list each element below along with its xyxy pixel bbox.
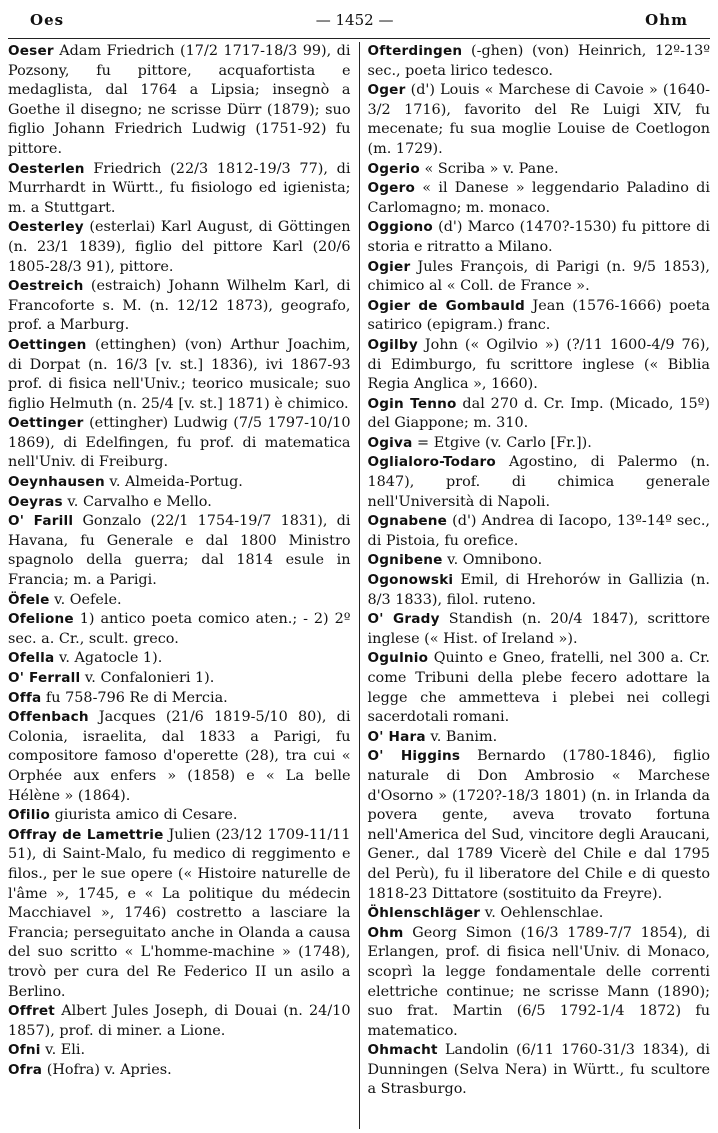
dictionary-entry: [8, 1061, 351, 1081]
entry-text: 1) antico poeta comico aten.; - 2) 2º sec. a. Cr., scult. greco.: [8, 611, 351, 647]
entry-headword: Ogonowski: [367, 572, 454, 589]
entry-text: v. Oehlenschlae.: [480, 905, 604, 922]
dictionary-entry: [368, 551, 711, 571]
entry-text: Jacques (21/6 1819-5/10 80), di Colonia, israelita, dal 1833 a Parigi, fu compositore famoso d'operette (28), tra cui « Orphée aux enfers » (1858) e « La belle Hélène » (1864).: [8, 709, 351, 804]
entry-headword: Ogier de Gombauld: [367, 297, 525, 314]
entry-text: (-ghen) (von) Heinrich, 12º-13º sec., poeta lirico tedesco.: [367, 43, 710, 79]
entry-text: (d') Marco (1470?-1530) fu pittore di storia e ritratto a Milano.: [367, 219, 710, 255]
entry-text: dal 270 d. Cr. Imp. (Micado, 15º) del Giappone; m. 310.: [367, 395, 710, 432]
entry-text: (d') Andrea di Iacopo, 13º-14º sec., di Pistoia, fu orefice.: [367, 513, 710, 549]
entry-text: Jules François, di Parigi (n. 9/5 1853), chimico al « Coll. de France ».: [367, 258, 710, 295]
entry-text: Agostino, di Palermo (n. 1847), prof. di chimica generale nell'Università di Napoli.: [367, 454, 710, 510]
entry-text: v. Confalonieri 1).: [80, 670, 215, 686]
entry-text: v. Agatocle 1).: [54, 650, 163, 667]
entry-headword: Oettinger: [8, 415, 84, 432]
dictionary-entry: [368, 336, 711, 395]
entry-text: Standish (n. 20/4 1847), scrittore inglese (« Hist. of Ireland »).: [367, 611, 710, 647]
dictionary-entry: [8, 277, 351, 336]
dictionary-entry: [368, 160, 711, 180]
entry-headword: Ofella: [8, 650, 55, 667]
entry-headword: Ogier: [367, 258, 411, 275]
entry-text: v. Almeida-Portug.: [104, 474, 243, 491]
dictionary-entry: [8, 591, 351, 611]
dictionary-entry: [8, 1041, 351, 1061]
dictionary-entry: [368, 571, 711, 610]
dictionary-entry: [8, 708, 351, 806]
dictionary-entry: [368, 924, 711, 1042]
entry-text: (estraich) Johann Wilhelm Karl, di Francoforte s. M. (n. 12/12 1873), geografo, prof. a Marburg.: [8, 278, 351, 334]
entry-headword: O' Hara: [367, 728, 426, 745]
dictionary-entry: [8, 473, 351, 493]
dictionary-entry: [368, 747, 711, 904]
right-column: [360, 42, 711, 1129]
entry-headword: O' Higgins: [367, 748, 461, 765]
entry-headword: Ognabene: [367, 513, 448, 530]
dictionary-entry: [368, 649, 711, 727]
dictionary-entry: [368, 258, 711, 297]
dictionary-entry: [368, 512, 711, 551]
entry-headword: Ofilio: [8, 807, 50, 824]
entry-headword: Oesterlen: [8, 160, 85, 177]
entry-headword: Öfele: [8, 591, 50, 608]
entry-headword: Ogiva: [367, 434, 413, 451]
dictionary-entry: [8, 826, 351, 1002]
entry-text: « Scriba » v. Pane.: [419, 160, 559, 177]
dictionary-entry: [8, 649, 351, 669]
columns: [8, 42, 710, 1129]
entry-text: (Hofra) v. Apries.: [42, 1061, 172, 1078]
entry-headword: Ohmacht: [367, 1042, 438, 1059]
entry-text: Quinto e Gneo, fratelli, nel 300 a. Cr. come Tribuni della plebe fecero adottare la legge che ammetteva i plebei nei collegi sacerdotali romani.: [367, 650, 710, 726]
dictionary-entry: [368, 904, 711, 924]
entry-text: John (« Ogilvio ») (?/11 1600-4/9 76), di Edimburgo, fu scrittore inglese (« Biblia Regia Anglica », 1660).: [367, 336, 710, 393]
entry-headword: Öhlenschläger: [367, 905, 481, 922]
entry-text: v. Carvalho e Mello.: [62, 493, 212, 510]
dictionary-entry: [8, 610, 351, 649]
entry-text: fu 758-796 Re di Mercia.: [41, 689, 228, 706]
entry-headword: Ofra: [8, 1061, 43, 1078]
entry-text: (ettingher) Ludwig (7/5 1797-10/10 1869), di Edelfingen, fu prof. di matematica nell'Univ. di Freiburg.: [8, 415, 351, 471]
entry-text: = Etgive (v. Carlo [Fr.]).: [412, 434, 592, 451]
entry-text: v. Oefele.: [49, 591, 122, 608]
dictionary-entry: [8, 336, 351, 414]
dictionary-entry: [368, 42, 711, 81]
dictionary-entry: [8, 689, 351, 709]
entry-headword: Oestreich: [8, 278, 84, 295]
entry-text: Emil, di Hrehorów in Gallizia (n. 8/3 1833), filol. ruteno.: [367, 572, 710, 608]
dictionary-entry: [368, 728, 711, 748]
page-header: [8, 6, 710, 34]
entry-text: v. Banim.: [425, 728, 498, 745]
entry-headword: O' Ferrall: [8, 670, 81, 686]
header-left-guideword: Oes: [30, 11, 65, 29]
entry-headword: Oeser: [8, 43, 54, 59]
header-right-guideword: Ohm: [645, 11, 688, 29]
entry-headword: Oesterley: [8, 219, 84, 236]
dictionary-entry: [8, 218, 351, 277]
entry-headword: Oglialoro-Todaro: [367, 454, 496, 471]
entry-headword: Offray de Lamettrie: [8, 826, 164, 843]
entry-headword: Ogulnio: [367, 650, 429, 667]
entry-headword: Offenbach: [8, 709, 89, 726]
entry-text: Albert Jules Joseph, di Douai (n. 24/10 1857), prof. di miner. a Lione.: [8, 1003, 351, 1039]
entry-text: (d') Louis « Marchese di Cavoie » (1640-3/2 1716), favorito del Re Luigi XIV, fu mecenate; fu sua moglie Louise de Coetlogon (m. 1729).: [367, 82, 710, 157]
entry-text: v. Eli.: [40, 1042, 86, 1059]
entry-headword: Offa: [8, 689, 42, 706]
dictionary-entry: [8, 42, 351, 160]
entry-text: Georg Simon (16/3 1789-7/7 1854), di Erlangen, prof. di fisica nell'Univ. di Monaco, scoprì la legge fondamentale delle correnti elettriche continue; ne scrisse Mann (1890); suo frat. Martin (6/5 1792-1/4 1872) fu matematico.: [367, 924, 710, 1039]
entry-headword: Ogero: [367, 180, 416, 197]
entry-headword: Ogerio: [367, 160, 420, 177]
dictionary-entry: [368, 218, 711, 257]
dictionary-entry: [368, 434, 711, 454]
dictionary-entry: [8, 1002, 351, 1041]
entry-headword: Offret: [8, 1003, 56, 1020]
dictionary-entry: [8, 806, 351, 826]
entry-headword: Ofterdingen: [367, 43, 463, 59]
dictionary-entry: [8, 493, 351, 513]
entry-text: Gonzalo (22/1 1754-19/7 1831), di Havana, fu Generale e dal 1800 Ministro spagnolo della guerra; dal 1814 esule in Francia; m. a Parigi.: [8, 513, 351, 589]
dictionary-entry: [8, 160, 351, 219]
dictionary-entry: [368, 453, 711, 512]
entry-text: Adam Friedrich (17/2 1717-18/3 99), di Pozsony, fu pittore, acquafortista e medaglista, dal 1764 a Lipsia; insegnò a Goethe il disegno; ne scrisse Dürr (1879); suo figlio Johann Friedrich Ludwig (1751-92) fu pittore.: [8, 43, 351, 157]
entry-text: giurista amico di Cesare.: [50, 807, 238, 824]
entry-text: « il Danese » leggendario Paladino di Carlomagno; m. monaco.: [367, 180, 710, 216]
entry-text: v. Omnibono.: [442, 552, 543, 569]
entry-headword: Oger: [367, 82, 406, 99]
header-rule: [8, 38, 710, 39]
dictionary-entry: [8, 512, 351, 590]
dictionary-entry: [8, 669, 351, 689]
dictionary-entry: [368, 395, 711, 434]
dictionary-entry: [368, 297, 711, 336]
dictionary-entry: [368, 81, 711, 159]
dictionary-entry: [8, 414, 351, 473]
entry-headword: Ogilby: [367, 336, 418, 353]
entry-text: Friedrich (22/3 1812-19/3 77), di Murrhardt in Württ., fu fisiologo ed igienista; m. a Stuttgart.: [8, 160, 351, 216]
entry-headword: Oggiono: [367, 219, 433, 236]
entry-text: Bernardo (1780-1846), figlio naturale di Don Ambrosio « Marchese d'Osorno » (1720?-18/3 1801) (n. in Irlanda da povera gente, aveva trovato fortuna nell'America del Sud, vincitore degli Araucani, Gener., dal 1789 Vicerè del Chile e dal 1795 del Perù), fu il liberatore del Chile e di questo 1818-23 Dittatore (sostituito da Freyre).: [367, 748, 710, 902]
dictionary-entry: [368, 610, 711, 649]
entry-headword: Ogin Tenno: [367, 395, 457, 412]
entry-headword: Oeynhausen: [8, 474, 105, 491]
page-number: — 1452 —: [315, 11, 394, 29]
entry-text: Julien (23/12 1709-11/11 51), di Saint-Malo, fu medico di reggimento e filos., per le sue opere (« Histoire naturelle de l'âme », 1745, e « La politique du médecin Macchiavel », 1746) costretto a lasciare la Francia; perseguitato anche in Olanda a causa del suo scritto « L'homme-machine » (1748), trovò per cura del Re Federico II un asilo a Berlino.: [8, 826, 351, 1000]
entry-headword: Ohm: [367, 924, 404, 941]
entry-headword: Ofelione: [8, 611, 74, 628]
entry-headword: Oettingen: [8, 336, 87, 353]
entry-headword: Oeyras: [8, 493, 63, 510]
dictionary-entry: [368, 1041, 711, 1100]
entry-headword: O' Grady: [367, 611, 440, 628]
dictionary-entry: [368, 179, 711, 218]
left-column: [8, 42, 359, 1129]
entry-text: (ettinghen) (von) Arthur Joachim, di Dorpat (n. 16/3 [v. st.] 1836), ivi 1867-93 prof. di fisica nell'Univ.; teorico musicale; suo figlio Helmuth (n. 25/4 [v. st.] 1871) è chimico.: [8, 336, 351, 412]
entry-headword: Ognibene: [367, 552, 443, 569]
entry-text: Jean (1576-1666) poeta satirico (epigram.) franc.: [367, 297, 710, 334]
entry-headword: O' Farill: [8, 513, 74, 530]
entry-text: (esterlai) Karl August, di Göttingen (n. 23/1 1839), figlio del pittore Karl (20/6 1805-28/3 91), pittore.: [8, 219, 351, 275]
entry-headword: Ofni: [8, 1042, 41, 1059]
entry-text: Landolin (6/11 1760-31/3 1834), di Dunningen (Selva Nera) in Württ., fu scultore a Strasburgo.: [367, 1042, 710, 1098]
